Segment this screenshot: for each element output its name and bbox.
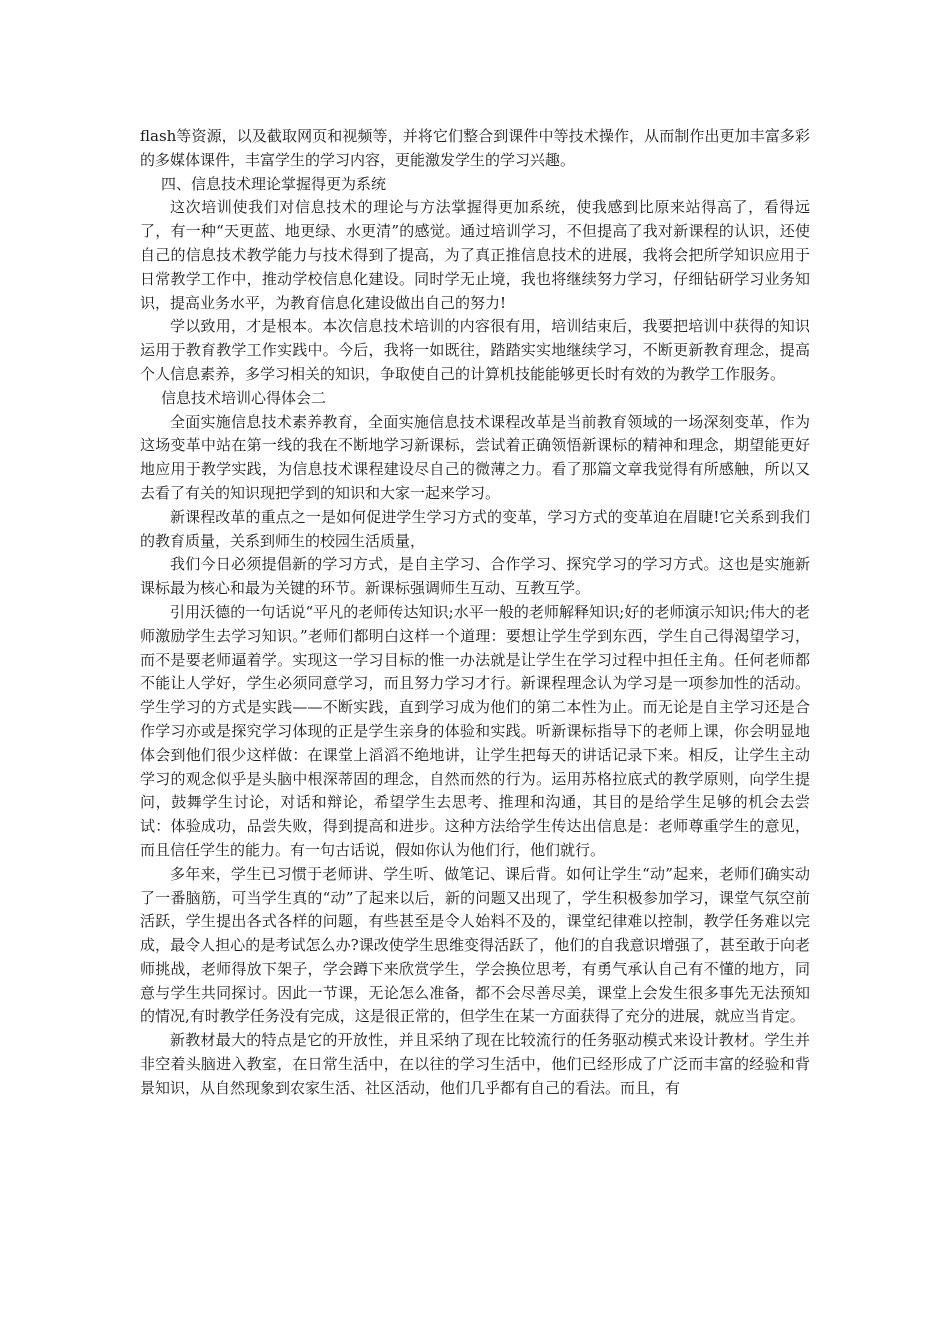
section-heading-part-two: 信息技术培训心得体会二: [161, 388, 327, 407]
section-heading-theory: 四、信息技术理论掌握得更为系统: [161, 174, 387, 193]
paragraph-student-habits: 多年来，学生已习惯于老师讲、学生听、做笔记、课后背。如何让学生“动”起来，老师们确实动了一番脑筋，可当学生真的“动”了起来以后，新的问题又出现了，学生积极参加学习，课堂气氛空前活跃，学生提出各式各样的问题，有些甚至是令人始料不及的，课堂纪律难以控制，教学任务难以完成，最令人担心的是考试怎么办?课改使学生思维变得活跃了，他们的自我意识增强了，甚至敢于向老师挑战，老师得放下架子，学会蹲下来欣赏学生，学会换位思考，有勇气承认自己有不懂的地方，同意与学生共同探讨。因此一节课，无论怎么准备，都不会尽善尽美，课堂上会发生很多事先无法预知的情况,有时教学任务没有完成，这是很正常的，但学生在某一方面获得了充分的进展，就应当肯定。: [140, 864, 810, 1026]
paragraph-learning-style: 新课程改革的重点之一是如何促进学生学习方式的变革，学习方式的变革迫在眉睫!它关系到我们的教育质量，关系到师生的校园生活质量，: [140, 507, 810, 550]
paragraph-new-methods: 我们今日必须提倡新的学习方式，是自主学习、合作学习、探究学习的学习方式。这也是实施新课标最为核心和最为关键的环节。新课标强调师生互动、互教互学。: [140, 555, 810, 598]
paragraph-ward-quote: 引用沃德的一句话说“平凡的老师传达知识;水平一般的老师解释知识;好的老师演示知识;伟大的老师激励学生去学习知识。”老师们都明白这样一个道理：要想让学生学到东西，学生自己得渴望学习，而不是要老师逼着学。实现这一学习目标的惟一办法就是让学生在学习过程中担任主角。任何老师都不能让人学好，学生必须同意学习，而且努力学习才行。新课程理念认为学习是一项参加性的活动。学生学习的方式是实践——不断实践，直到学习成为他们的第二本性为止。而无论是自主学习还是合作学习亦或是探究学习体现的正是学生亲身的体验和实践。听新课标指导下的老师上课，你会明显地体会到他们很少这样做：在课堂上滔滔不绝地讲，让学生把每天的讲话记录下来。相反，让学生主动学习的观念似乎是头脑中根深蒂固的理念，自然而然的行为。运用苏格拉底式的教学原则，向学生提问，鼓舞学生讨论，对话和辩论，希望学生去思考、推理和沟通，其目的是给学生足够的机会去尝试：体验成功，品尝失败，得到提高和进步。这种方法给学生传达出信息是：老师尊重学生的意见，而且信任学生的能力。有一句古话说，假如你认为他们行，他们就行。: [140, 602, 810, 859]
document-page: [140, 125, 810, 1101]
paragraph-apply-learning: 学以致用，才是根本。本次信息技术培训的内容很有用，培训结束后，我要把培训中获得的知识运用于教育教学工作实践中。今后，我将一如既往，踏踏实实地继续学习，不断更新教育理念，提高个人信息素养，多学习相关的知识，争取使自己的计算机技能能够更长时有效的为教学工作服务。: [140, 317, 810, 383]
paragraph-new-textbook: 新教材最大的特点是它的开放性，并且采纳了现在比较流行的任务驱动模式来设计教材。学生并非空着头脑进入教室，在日常生活中，在以往的学习生活中，他们已经形成了广泛而丰富的经验和背景知识，从自然现象到农家生活、社区活动，他们几乎都有自己的看法。而且，有: [140, 1031, 810, 1097]
paragraph-flash-resources: flash等资源，以及截取网页和视频等，并将它们整合到课件中等技术操作，从而制作出更加丰富多彩的多媒体课件，丰富学生的学习内容，更能激发学生的学习兴趣。: [140, 127, 810, 169]
paragraph-curriculum-reform: 全面实施信息技术素养教育，全面实施信息技术课程改革是当前教育领域的一场深刻变革，作为这场变革中站在第一线的我在不断地学习新课标，尝试着正确领悟新课标的精神和理念，期望能更好地应用于教学实践，为信息技术课程建设尽自己的微薄之力。看了那篇文章我觉得有所感触，所以又去看了有关的知识现把学到的知识和大家一起来学习。: [140, 412, 810, 502]
paragraph-training-system: 这次培训使我们对信息技术的理论与方法掌握得更加系统，使我感到比原来站得高了，看得远了，有一种“天更蓝、地更绿、水更清”的感觉。通过培训学习，不但提高了我对新课程的认识，还使自己的信息技术教学能力与技术得到了提高，为了真正推信息技术的进展，我将会把所学知识应用于日常教学工作中，推动学校信息化建设。同时学无止境，我也将继续努力学习，仔细钻研学习业务知识，提高业务水平，为教育信息化建设做出自己的努力!: [140, 198, 810, 312]
